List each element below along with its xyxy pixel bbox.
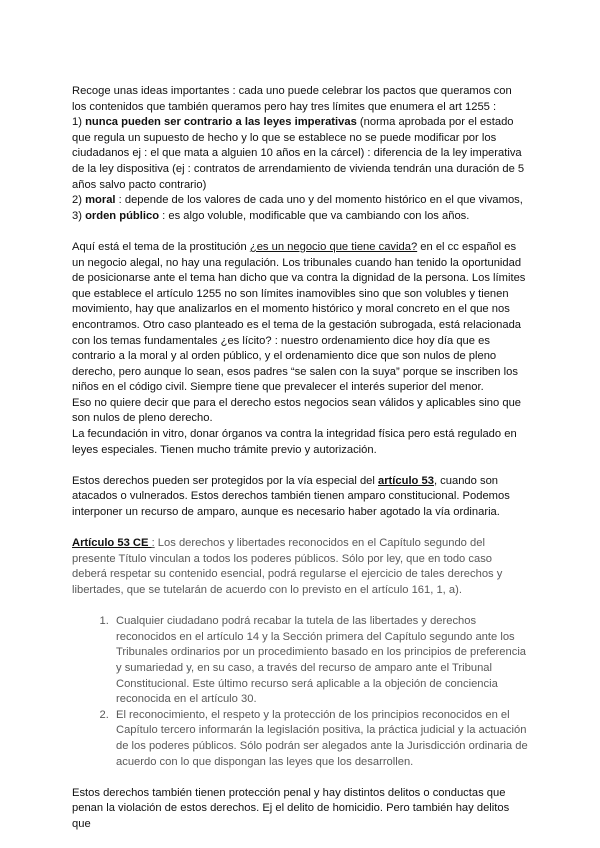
limit-3-title: orden público xyxy=(85,209,160,222)
limit-3-text: : es algo voluble, modificable que va cambiando con los años. xyxy=(159,209,470,222)
list-item: 2. El reconocimiento, el respeto y la protección de los principios reconocidos en el Capítulo tercero informarán la legislación positiva, la práctica judicial y la actuación de los poderes públicos. Sólo podrán ser alegados ante la Jurisdicción ordinaria de acuerdo con lo que dispongan las leyes que los desarrollen. xyxy=(112,708,528,770)
limit-2-title: moral xyxy=(85,194,116,207)
article-53-link[interactable]: artículo 53 xyxy=(377,474,434,487)
article-53-quote xyxy=(72,536,528,598)
limit-2-text: : depende de los valores de cada uno y del momento histórico en el que vivamos, xyxy=(115,194,523,207)
article-53-text: Los derechos y libertades reconocidos en el Capítulo segundo del presente Título vinculan a todos los poderes públicos. Sólo por ley, que en todo caso deberá respetar su contenido esencial, podrá regularse el ejercicio de tales derechos y libertades, que se tutelarán de acuerdo con lo previsto en el artículo 161, 1, a). xyxy=(72,537,503,596)
protection-text: Estos derechos pueden ser protegidos por la vía especial del xyxy=(72,474,378,487)
spacer xyxy=(72,770,528,786)
intro-text: Recoge unas ideas importantes : cada uno puede celebrar los pactos que queramos con los contenidos que también queramos pero hay tres límites que enumera el art 1255 : xyxy=(72,85,512,113)
article-53-list xyxy=(72,614,528,770)
protection-text-cont: , cuando son atacados o vulnerados. Estos derechos también tienen amparo constitucional. Podemos interponer un recurso de amparo, aunque es necesario haber agotado la vía ordinaria. xyxy=(72,474,510,519)
limit-2-number: 2) xyxy=(72,194,86,207)
validity-text: Eso no quiere decir que para el derecho estos negocios sean válidos y aplicables sino que son nulos de pleno derecho. xyxy=(72,396,522,425)
prostitution-text: Aquí está el tema de la prostitución xyxy=(72,240,250,253)
spacer xyxy=(72,224,528,240)
limit-3-number: 3) xyxy=(72,209,86,222)
paragraph-penal xyxy=(72,786,528,833)
ivf-text: La fecundación in vitro, donar órganos va contra la integridad física pero está regulado en leyes especiales. Tienen mucho trámite previo y autorización. xyxy=(72,428,517,456)
document-page xyxy=(72,84,528,833)
spacer xyxy=(72,599,528,615)
prostitution-text-cont: en el cc español es un negocio alegal, no hay una regulación. Los tribunales cuando han tenido la oportunidad de posicionarse ante el tema han dicho que va contra la dignidad de la persona. Los límites que establece el artículo 1255 no son límites inamovibles sino que son volubles y tienen movimiento, hay que analizarlos en el momento histórico y moral concreto en el que nos encontramos. Otro caso planteado es el tema de la gestación subrogada, está relacionada con los temas fundamentales ¿es lícito? : nuestro ordenamiento dice hoy día que es contrario a la moral y al orden público, y el ordenamiento dice que son nulos de pleno derecho, pero aunque lo sean, esos padres “se salen con la suya” porque se inscriben los niños en el código civil. Siempre tiene que prevalecer el interés superior del menor. xyxy=(72,240,526,394)
limit-1-title: nunca pueden ser contrario a las leyes imperativas xyxy=(85,116,357,129)
article-53-title[interactable]: Artículo 53 CE xyxy=(72,537,152,550)
paragraph-protection xyxy=(72,474,528,521)
limit-1-text: (norma aprobada por el estado que regula un supuesto de hecho y lo que se establece no se puede modificar por los ciudadanos ej : el que mata a alguien 10 años en la cárcel) : diferencia de la ley imperativa de la ley dispositiva (ej : contratos de arrendamiento de vivienda tendrán una duración de 5 años salvo pacto contrario) xyxy=(72,116,525,191)
limit-1-number: 1) xyxy=(72,116,86,129)
penal-text: Estos derechos también tienen protección penal y hay distintos delitos o conductas que penan la violación de estos derechos. Ej el delito de homicidio. Pero también hay delitos que xyxy=(72,786,510,830)
paragraph-limits xyxy=(72,84,528,224)
spacer xyxy=(72,521,528,537)
list-item: 1. Cualquier ciudadano podrá recabar la tutela de las libertades y derechos reconocidos en el artículo 14 y la Sección primera del Capítulo segundo ante los Tribunales ordinarios por un procedimiento basado en los principios de preferencia y sumariedad y, en su caso, a través del recurso de amparo ante el Tribunal Constitucional. Este último recurso será aplicable a la objeción de conciencia reconocida en el artículo 30. xyxy=(112,614,528,708)
paragraph-prostitution xyxy=(72,240,528,458)
spacer xyxy=(72,458,528,474)
question-link[interactable]: ¿es un negocio que tiene cavida? xyxy=(249,240,418,253)
article-53-colon: : xyxy=(151,537,155,550)
